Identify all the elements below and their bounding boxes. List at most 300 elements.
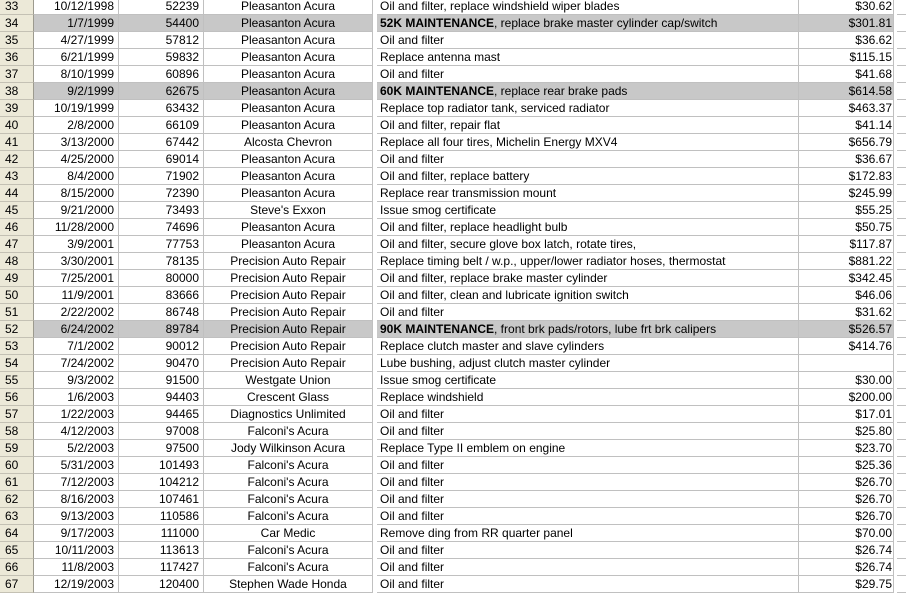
cost-cell[interactable]: $26.70 [799,508,894,525]
cost-cell[interactable]: $200.00 [799,389,894,406]
date-cell[interactable]: 1/6/2003 [34,389,119,406]
shop-cell[interactable]: Falconi's Acura [204,457,373,474]
date-cell[interactable]: 10/11/2003 [34,542,119,559]
description-text: Oil and filter [380,67,445,81]
row-header[interactable]: 55 [0,372,34,389]
empty-cell[interactable] [897,15,906,32]
row-header[interactable]: 57 [0,406,34,423]
shop-cell[interactable]: Pleasanton Acura [204,15,373,32]
empty-cell[interactable] [897,491,906,508]
description-cell[interactable] [377,236,799,253]
mileage-cell[interactable]: 60896 [119,66,204,83]
table-row [0,185,906,202]
mileage-cell[interactable]: 83666 [119,287,204,304]
row-header[interactable]: 41 [0,134,34,151]
empty-cell[interactable] [897,117,906,134]
shop-cell[interactable]: Pleasanton Acura [204,66,373,83]
description-cell[interactable] [377,32,799,49]
table-row [0,236,906,253]
cost-cell[interactable]: $526.57 [799,321,894,338]
description-cell[interactable] [377,440,799,457]
description-cell[interactable] [377,304,799,321]
cost-cell[interactable]: $342.45 [799,270,894,287]
shop-cell[interactable]: Pleasanton Acura [204,168,373,185]
description-cell[interactable] [377,576,799,593]
description-text: Oil and filter, replace battery [380,169,530,183]
empty-cell[interactable] [897,168,906,185]
date-cell[interactable]: 7/12/2003 [34,474,119,491]
date-cell[interactable]: 10/19/1999 [34,100,119,117]
row-header[interactable]: 45 [0,202,34,219]
description-cell[interactable] [377,100,799,117]
row-header[interactable]: 50 [0,287,34,304]
empty-cell[interactable] [897,542,906,559]
description-text: Lube bushing, adjust clutch master cylinder [380,356,611,370]
row-header[interactable]: 37 [0,66,34,83]
mileage-cell[interactable]: 54400 [119,15,204,32]
cost-cell[interactable]: $26.74 [799,559,894,576]
shop-cell[interactable]: Pleasanton Acura [204,185,373,202]
table-row [0,253,906,270]
mileage-cell[interactable]: 101493 [119,457,204,474]
cost-cell[interactable]: $36.62 [799,32,894,49]
cost-cell[interactable] [799,355,894,372]
cost-cell[interactable]: $26.74 [799,542,894,559]
description-cell[interactable] [377,49,799,66]
empty-cell[interactable] [897,576,906,593]
table-row [0,32,906,49]
row-header[interactable]: 67 [0,576,34,593]
shop-cell[interactable]: Falconi's Acura [204,491,373,508]
description-cell[interactable] [377,457,799,474]
date-cell[interactable]: 11/9/2001 [34,287,119,304]
table-row [0,440,906,457]
description-cell[interactable] [377,559,799,576]
date-cell[interactable]: 7/25/2001 [34,270,119,287]
row-header[interactable]: 65 [0,542,34,559]
shop-cell[interactable]: Pleasanton Acura [204,151,373,168]
cost-cell[interactable]: $245.99 [799,185,894,202]
description-text: Oil and filter [380,492,445,506]
description-cell[interactable] [377,168,799,185]
empty-cell[interactable] [897,457,906,474]
date-cell[interactable]: 5/2/2003 [34,440,119,457]
description-text: Oil and filter, replace windshield wiper blades [380,0,620,13]
mileage-cell[interactable]: 66109 [119,117,204,134]
date-cell[interactable]: 1/22/2003 [34,406,119,423]
description-cell[interactable] [377,338,799,355]
table-row [0,338,906,355]
date-cell[interactable]: 8/10/1999 [34,66,119,83]
mileage-cell[interactable]: 89784 [119,321,204,338]
shop-cell[interactable]: Falconi's Acura [204,423,373,440]
table-row [0,117,906,134]
shop-cell[interactable]: Precision Auto Repair [204,338,373,355]
empty-cell[interactable] [897,525,906,542]
mileage-cell[interactable]: 107461 [119,491,204,508]
empty-cell[interactable] [897,287,906,304]
description-cell[interactable] [377,270,799,287]
shop-cell[interactable]: Pleasanton Acura [204,32,373,49]
cost-cell[interactable]: $41.68 [799,66,894,83]
row-header[interactable]: 66 [0,559,34,576]
description-text: Oil and filter [380,305,445,319]
row-header[interactable]: 62 [0,491,34,508]
empty-cell[interactable] [897,423,906,440]
empty-cell[interactable] [897,49,906,66]
cost-cell[interactable]: $414.76 [799,338,894,355]
description-cell[interactable] [377,0,799,15]
row-header[interactable]: 35 [0,32,34,49]
row-header[interactable]: 44 [0,185,34,202]
description-cell[interactable] [377,219,799,236]
cost-cell[interactable]: $656.79 [799,134,894,151]
empty-cell[interactable] [897,0,906,15]
shop-cell[interactable]: Falconi's Acura [204,542,373,559]
mileage-cell[interactable]: 104212 [119,474,204,491]
description-text: , replace brake master cylinder cap/switch [494,16,718,30]
table-row [0,168,906,185]
description-text: Issue smog certificate [380,203,497,217]
table-row [0,66,906,83]
empty-cell[interactable] [897,321,906,338]
cost-cell[interactable]: $41.14 [799,117,894,134]
cost-cell[interactable]: $26.70 [799,491,894,508]
shop-cell[interactable]: Pleasanton Acura [204,219,373,236]
row-header[interactable]: 36 [0,49,34,66]
row-header[interactable]: 53 [0,338,34,355]
row-header[interactable]: 59 [0,440,34,457]
mileage-cell[interactable]: 77753 [119,236,204,253]
empty-cell[interactable] [897,83,906,100]
shop-cell[interactable]: Pleasanton Acura [204,100,373,117]
date-cell[interactable]: 6/24/2002 [34,321,119,338]
cost-cell[interactable]: $614.58 [799,83,894,100]
shop-cell[interactable]: Precision Auto Repair [204,270,373,287]
cost-cell[interactable]: $115.15 [799,49,894,66]
maintenance-label: 90K MAINTENANCE [380,322,495,336]
row-header[interactable]: 47 [0,236,34,253]
cost-cell[interactable]: $463.37 [799,100,894,117]
description-text: Oil and filter [380,577,445,591]
row-header[interactable]: 40 [0,117,34,134]
empty-cell[interactable] [897,219,906,236]
mileage-cell[interactable]: 97008 [119,423,204,440]
shop-cell[interactable]: Precision Auto Repair [204,321,373,338]
description-text: Oil and filter [380,33,445,47]
empty-cell[interactable] [897,185,906,202]
table-row [0,525,906,542]
mileage-cell[interactable]: 94465 [119,406,204,423]
description-text: Replace antenna mast [380,50,501,64]
empty-cell[interactable] [897,372,906,389]
empty-cell[interactable] [897,134,906,151]
cost-cell[interactable]: $36.67 [799,151,894,168]
shop-cell[interactable]: Pleasanton Acura [204,0,373,15]
cost-cell[interactable]: $46.06 [799,287,894,304]
table-row [0,491,906,508]
mileage-cell[interactable]: 117427 [119,559,204,576]
description-text: Oil and filter [380,407,445,421]
date-cell[interactable]: 8/4/2000 [34,168,119,185]
date-cell[interactable]: 2/8/2000 [34,117,119,134]
shop-cell[interactable]: Jody Wilkinson Acura [204,440,373,457]
row-header[interactable]: 46 [0,219,34,236]
table-row [0,474,906,491]
cost-cell[interactable]: $30.00 [799,372,894,389]
empty-cell[interactable] [897,202,906,219]
empty-cell[interactable] [897,304,906,321]
row-header[interactable]: 33 [0,0,34,15]
row-header[interactable]: 49 [0,270,34,287]
description-text: Oil and filter [380,560,445,574]
cost-cell[interactable]: $117.87 [799,236,894,253]
cost-cell[interactable]: $30.62 [799,0,894,15]
mileage-cell[interactable]: 63432 [119,100,204,117]
shop-cell[interactable]: Steve's Exxon [204,202,373,219]
mileage-cell[interactable]: 86748 [119,304,204,321]
description-cell[interactable] [377,185,799,202]
shop-cell[interactable]: Pleasanton Acura [204,49,373,66]
mileage-cell[interactable]: 90012 [119,338,204,355]
row-header[interactable]: 58 [0,423,34,440]
description-cell[interactable] [377,525,799,542]
mileage-cell[interactable]: 97500 [119,440,204,457]
row-header[interactable]: 56 [0,389,34,406]
date-cell[interactable]: 9/2/1999 [34,83,119,100]
description-text: Replace clutch master and slave cylinders [380,339,605,353]
description-text: Oil and filter [380,152,445,166]
empty-cell[interactable] [897,253,906,270]
description-cell[interactable] [377,406,799,423]
cost-cell[interactable]: $17.01 [799,406,894,423]
mileage-cell[interactable]: 78135 [119,253,204,270]
shop-cell[interactable]: Pleasanton Acura [204,83,373,100]
mileage-cell[interactable]: 72390 [119,185,204,202]
shop-cell[interactable]: Stephen Wade Honda [204,576,373,593]
empty-cell[interactable] [897,474,906,491]
date-cell[interactable]: 6/21/1999 [34,49,119,66]
date-cell[interactable]: 5/31/2003 [34,457,119,474]
cost-cell[interactable]: $25.80 [799,423,894,440]
description-cell[interactable] [377,321,799,338]
description-cell[interactable] [377,66,799,83]
mileage-cell[interactable]: 62675 [119,83,204,100]
cost-cell[interactable]: $50.75 [799,219,894,236]
description-cell[interactable] [377,372,799,389]
maintenance-label: 52K MAINTENANCE [380,16,495,30]
row-header[interactable]: 43 [0,168,34,185]
description-text: Oil and filter, replace brake master cylinder [380,271,608,285]
mileage-cell[interactable]: 80000 [119,270,204,287]
date-cell[interactable]: 3/30/2001 [34,253,119,270]
date-cell[interactable]: 4/25/2000 [34,151,119,168]
description-text: Replace top radiator tank, serviced radiator [380,101,610,115]
description-cell[interactable] [377,542,799,559]
table-row [0,151,906,168]
mileage-cell[interactable]: 120400 [119,576,204,593]
row-header[interactable]: 52 [0,321,34,338]
description-text: Remove ding from RR quarter panel [380,526,573,540]
shop-cell[interactable]: Precision Auto Repair [204,287,373,304]
description-cell[interactable] [377,15,799,32]
mileage-cell[interactable]: 67442 [119,134,204,151]
row-header[interactable]: 39 [0,100,34,117]
mileage-cell[interactable]: 73493 [119,202,204,219]
description-text: , front brk pads/rotors, lube frt brk calipers [494,322,717,336]
shop-cell[interactable]: Precision Auto Repair [204,355,373,372]
table-row [0,270,906,287]
row-header[interactable]: 51 [0,304,34,321]
description-text: Oil and filter [380,509,445,523]
table-row [0,542,906,559]
empty-cell[interactable] [897,32,906,49]
description-cell[interactable] [377,508,799,525]
mileage-cell[interactable]: 91500 [119,372,204,389]
table-row [0,321,906,338]
date-cell[interactable]: 7/24/2002 [34,355,119,372]
description-text: Oil and filter [380,475,445,489]
date-cell[interactable]: 8/16/2003 [34,491,119,508]
date-cell[interactable]: 1/7/1999 [34,15,119,32]
description-cell[interactable] [377,474,799,491]
date-cell[interactable]: 8/15/2000 [34,185,119,202]
shop-cell[interactable]: Precision Auto Repair [204,253,373,270]
description-cell[interactable] [377,134,799,151]
shop-cell[interactable]: Falconi's Acura [204,559,373,576]
mileage-cell[interactable]: 94403 [119,389,204,406]
description-text: , replace rear brake pads [494,84,628,98]
date-cell[interactable]: 10/12/1998 [34,0,119,15]
mileage-cell[interactable]: 110586 [119,508,204,525]
date-cell[interactable]: 9/17/2003 [34,525,119,542]
date-cell[interactable]: 7/1/2002 [34,338,119,355]
description-text: Oil and filter [380,543,445,557]
row-header[interactable]: 63 [0,508,34,525]
description-text: Oil and filter [380,458,445,472]
mileage-cell[interactable]: 59832 [119,49,204,66]
empty-cell[interactable] [897,508,906,525]
description-text: Replace Type II emblem on engine [380,441,566,455]
empty-cell[interactable] [897,406,906,423]
shop-cell[interactable]: Diagnostics Unlimited [204,406,373,423]
row-header[interactable]: 42 [0,151,34,168]
mileage-cell[interactable]: 111000 [119,525,204,542]
empty-cell[interactable] [897,236,906,253]
shop-cell[interactable]: Alcosta Chevron [204,134,373,151]
empty-cell[interactable] [897,389,906,406]
row-header[interactable]: 64 [0,525,34,542]
table-row [0,83,906,100]
description-cell[interactable] [377,389,799,406]
row-header[interactable]: 34 [0,15,34,32]
mileage-cell[interactable]: 52239 [119,0,204,15]
shop-cell[interactable]: Pleasanton Acura [204,117,373,134]
cost-cell[interactable]: $70.00 [799,525,894,542]
date-cell[interactable]: 4/12/2003 [34,423,119,440]
description-text: Replace timing belt / w.p., upper/lower radiator hoses, thermostat [380,254,726,268]
row-header[interactable]: 48 [0,253,34,270]
description-text: Replace rear transmission mount [380,186,557,200]
row-header[interactable]: 60 [0,457,34,474]
table-row [0,134,906,151]
row-header[interactable]: 61 [0,474,34,491]
date-cell[interactable]: 11/28/2000 [34,219,119,236]
shop-cell[interactable]: Precision Auto Repair [204,304,373,321]
table-row [0,15,906,32]
cost-cell[interactable]: $31.62 [799,304,894,321]
table-row [0,49,906,66]
description-cell[interactable] [377,83,799,100]
table-row [0,202,906,219]
cost-cell[interactable]: $55.25 [799,202,894,219]
shop-cell[interactable]: Falconi's Acura [204,474,373,491]
empty-cell[interactable] [897,440,906,457]
date-cell[interactable]: 4/27/1999 [34,32,119,49]
mileage-cell[interactable]: 57812 [119,32,204,49]
shop-cell[interactable]: Falconi's Acura [204,508,373,525]
mileage-cell[interactable]: 90470 [119,355,204,372]
description-cell[interactable] [377,491,799,508]
table-row [0,406,906,423]
description-cell[interactable] [377,423,799,440]
mileage-cell[interactable]: 113613 [119,542,204,559]
cost-cell[interactable]: $23.70 [799,440,894,457]
cost-cell[interactable]: $29.75 [799,576,894,593]
date-cell[interactable]: 3/9/2001 [34,236,119,253]
table-row [0,508,906,525]
date-cell[interactable]: 9/13/2003 [34,508,119,525]
description-cell[interactable] [377,202,799,219]
empty-cell[interactable] [897,559,906,576]
empty-cell[interactable] [897,100,906,117]
empty-cell[interactable] [897,355,906,372]
mileage-cell[interactable]: 74696 [119,219,204,236]
shop-cell[interactable]: Westgate Union [204,372,373,389]
shop-cell[interactable]: Crescent Glass [204,389,373,406]
description-text: Replace windshield [380,390,484,404]
date-cell[interactable]: 11/8/2003 [34,559,119,576]
date-cell[interactable]: 2/22/2002 [34,304,119,321]
description-cell[interactable] [377,253,799,270]
description-cell[interactable] [377,287,799,304]
description-text: Oil and filter, repair flat [380,118,501,132]
date-cell[interactable]: 9/3/2002 [34,372,119,389]
row-header[interactable]: 54 [0,355,34,372]
shop-cell[interactable]: Pleasanton Acura [204,236,373,253]
empty-cell[interactable] [897,270,906,287]
description-cell[interactable] [377,355,799,372]
date-cell[interactable]: 3/13/2000 [34,134,119,151]
empty-cell[interactable] [897,151,906,168]
description-text: Issue smog certificate [380,373,497,387]
date-cell[interactable]: 12/19/2003 [34,576,119,593]
cost-cell[interactable]: $25.36 [799,457,894,474]
empty-cell[interactable] [897,66,906,83]
cost-cell[interactable]: $26.70 [799,474,894,491]
description-cell[interactable] [377,117,799,134]
row-header[interactable]: 38 [0,83,34,100]
description-cell[interactable] [377,151,799,168]
shop-cell[interactable]: Car Medic [204,525,373,542]
cost-cell[interactable]: $172.83 [799,168,894,185]
cost-cell[interactable]: $301.81 [799,15,894,32]
empty-cell[interactable] [897,338,906,355]
date-cell[interactable]: 9/21/2000 [34,202,119,219]
cost-cell[interactable]: $881.22 [799,253,894,270]
mileage-cell[interactable]: 71902 [119,168,204,185]
mileage-cell[interactable]: 69014 [119,151,204,168]
